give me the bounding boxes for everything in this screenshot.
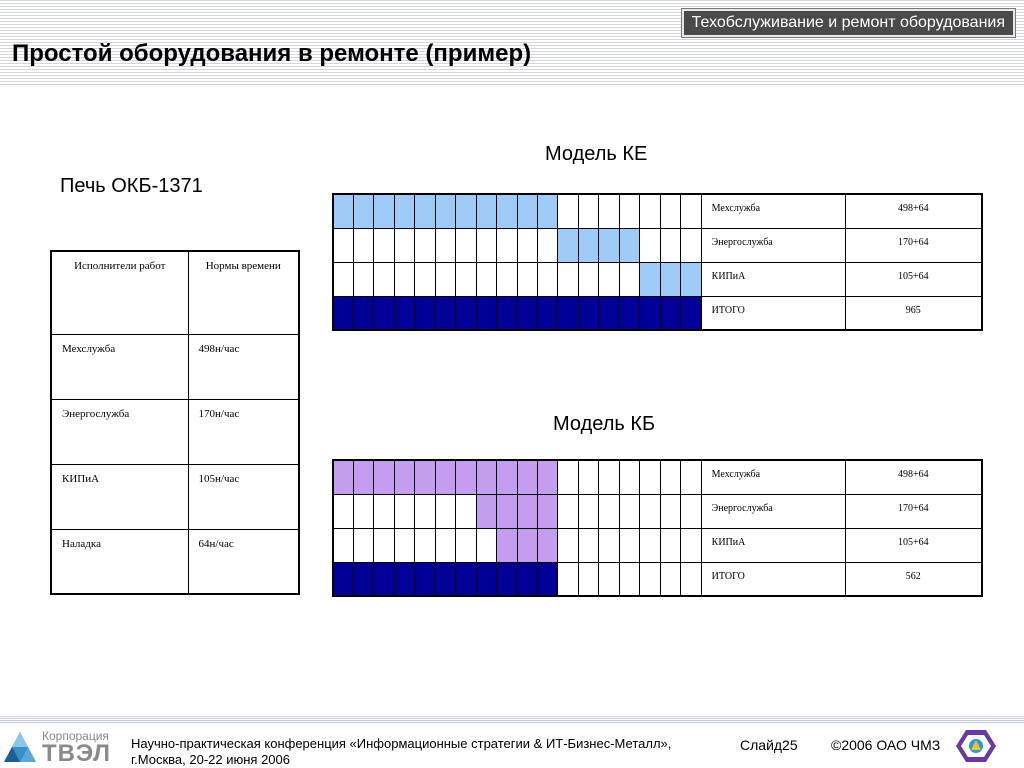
schedule-cell [456, 262, 476, 296]
schedule-cell [435, 228, 455, 262]
page-title: Простой оборудования в ремонте (пример) [12, 40, 532, 67]
schedule-cell [640, 194, 660, 228]
schedule-cell-filled [538, 460, 558, 494]
schedule-cell [333, 262, 353, 296]
schedule-cell-filled [497, 460, 517, 494]
table-row [333, 262, 982, 296]
model-ke-table [332, 193, 983, 331]
schedule-cell-filled [538, 562, 558, 596]
schedule-cell-filled [497, 194, 517, 228]
schedule-cell-filled [394, 194, 414, 228]
hours-value: 105+64 [845, 262, 982, 296]
schedule-cell-filled [517, 528, 537, 562]
schedule-cell-filled [640, 296, 660, 330]
schedule-cell-filled [415, 296, 435, 330]
schedule-cell-filled [435, 296, 455, 330]
schedule-cell [415, 262, 435, 296]
header-executors: Исполнители работ [51, 251, 188, 334]
schedule-cell-filled [456, 296, 476, 330]
schedule-cell-filled [374, 296, 394, 330]
schedule-cell-filled [394, 562, 414, 596]
schedule-cell [415, 228, 435, 262]
schedule-cell [619, 562, 639, 596]
schedule-cell-filled [353, 296, 373, 330]
schedule-cell [619, 460, 639, 494]
schedule-cell [538, 262, 558, 296]
schedule-cell [353, 494, 373, 528]
total-row [333, 562, 982, 596]
hours-value: 498+64 [845, 194, 982, 228]
model-ke-caption: Модель КЕ [545, 143, 648, 165]
schedule-cell [497, 228, 517, 262]
schedule-cell [394, 228, 414, 262]
schedule-cell [456, 494, 476, 528]
tvel-logo-name: ТВЭЛ [42, 740, 111, 767]
schedule-cell-filled [476, 194, 496, 228]
schedule-cell-filled [456, 562, 476, 596]
schedule-cell-filled [333, 562, 353, 596]
schedule-cell [660, 194, 680, 228]
schedule-cell [353, 528, 373, 562]
table-row [333, 228, 982, 262]
schedule-cell [517, 228, 537, 262]
schedule-cell [558, 494, 578, 528]
schedule-cell-filled [578, 228, 598, 262]
schedule-cell [619, 494, 639, 528]
schedule-cell [660, 562, 680, 596]
schedule-cell [599, 460, 619, 494]
table-row [333, 194, 982, 228]
schedule-cell-filled [681, 296, 701, 330]
schedule-cell-filled [538, 528, 558, 562]
schedule-cell-filled [374, 194, 394, 228]
schedule-cell-filled [497, 562, 517, 596]
schedule-cell [599, 494, 619, 528]
table-row [51, 399, 299, 464]
schedule-cell-filled [415, 460, 435, 494]
table-row [51, 529, 299, 594]
schedule-cell [640, 494, 660, 528]
department-label: КИПиА [701, 528, 845, 562]
schedule-cell-filled [599, 296, 619, 330]
norm-cell: 498н/час [188, 334, 299, 399]
table-row [51, 464, 299, 529]
schedule-cell [456, 228, 476, 262]
schedule-cell [415, 494, 435, 528]
section-badge: Техобслуживание и ремонт оборудования [682, 9, 1015, 37]
schedule-cell [599, 262, 619, 296]
norm-cell: 64н/час [188, 529, 299, 594]
schedule-cell [681, 460, 701, 494]
table-row [333, 460, 982, 494]
schedule-cell [476, 528, 496, 562]
table-row [333, 494, 982, 528]
schedule-cell [660, 528, 680, 562]
schedule-cell [619, 262, 639, 296]
schedule-cell-filled [415, 562, 435, 596]
tvel-logo [0, 726, 120, 768]
schedule-cell [578, 194, 598, 228]
footer-divider [0, 716, 1024, 724]
department-label: ИТОГО [701, 562, 845, 596]
schedule-cell [578, 562, 598, 596]
department-label: Мехслужба [701, 460, 845, 494]
schedule-cell-filled [497, 494, 517, 528]
schedule-cell [374, 228, 394, 262]
schedule-cell [374, 262, 394, 296]
schedule-cell [599, 194, 619, 228]
schedule-cell-filled [640, 262, 660, 296]
schedule-cell-filled [353, 562, 373, 596]
schedule-cell-filled [394, 460, 414, 494]
schedule-cell [660, 228, 680, 262]
schedule-cell [599, 528, 619, 562]
tvel-triangle-icon [2, 730, 38, 764]
hours-value: 498+64 [845, 460, 982, 494]
department-label: ИТОГО [701, 296, 845, 330]
schedule-cell [558, 262, 578, 296]
schedule-cell [415, 528, 435, 562]
schedule-cell [435, 262, 455, 296]
schedule-cell-filled [333, 460, 353, 494]
schedule-cell-filled [476, 494, 496, 528]
schedule-cell [374, 528, 394, 562]
schedule-cell [476, 262, 496, 296]
schedule-cell-filled [681, 262, 701, 296]
schedule-cell [394, 494, 414, 528]
schedule-cell-filled [558, 296, 578, 330]
schedule-cell [660, 494, 680, 528]
schedule-cell [640, 562, 660, 596]
schedule-cell [435, 528, 455, 562]
schedule-cell [538, 228, 558, 262]
schedule-cell [681, 194, 701, 228]
schedule-cell-filled [476, 562, 496, 596]
schedule-cell-filled [456, 194, 476, 228]
schedule-cell-filled [353, 194, 373, 228]
schedule-cell-filled [619, 228, 639, 262]
schedule-cell [681, 528, 701, 562]
hours-value: 562 [845, 562, 982, 596]
schedule-cell-filled [538, 494, 558, 528]
schedule-cell [578, 460, 598, 494]
schedule-cell-filled [497, 296, 517, 330]
schedule-cell-filled [333, 194, 353, 228]
schedule-cell-filled [517, 494, 537, 528]
schedule-cell-filled [333, 296, 353, 330]
hours-value: 170+64 [845, 228, 982, 262]
schedule-cell-filled [435, 460, 455, 494]
schedule-cell [394, 528, 414, 562]
schedule-cell [619, 528, 639, 562]
schedule-cell [619, 194, 639, 228]
executor-cell: Наладка [51, 529, 188, 594]
chmz-logo-icon [954, 726, 998, 766]
department-label: Мехслужба [701, 194, 845, 228]
schedule-cell-filled [374, 562, 394, 596]
schedule-cell-filled [517, 562, 537, 596]
schedule-cell [558, 562, 578, 596]
copyright: ©2006 ОАО ЧМЗ [831, 737, 941, 753]
schedule-cell [497, 262, 517, 296]
schedule-cell [333, 528, 353, 562]
norms-table [50, 250, 300, 595]
schedule-cell-filled [660, 262, 680, 296]
schedule-cell [476, 228, 496, 262]
schedule-cell-filled [599, 228, 619, 262]
schedule-cell [578, 262, 598, 296]
schedule-cell [353, 262, 373, 296]
schedule-cell [333, 228, 353, 262]
norm-cell: 105н/час [188, 464, 299, 529]
schedule-cell [435, 494, 455, 528]
schedule-cell-filled [476, 460, 496, 494]
schedule-cell [456, 528, 476, 562]
schedule-cell-filled [374, 460, 394, 494]
hours-value: 965 [845, 296, 982, 330]
schedule-cell [599, 562, 619, 596]
schedule-cell-filled [558, 228, 578, 262]
department-label: Энергослужба [701, 228, 845, 262]
schedule-cell-filled [517, 194, 537, 228]
conference-info [131, 736, 671, 768]
header-time-norms: Нормы времени [188, 251, 299, 334]
model-kb-caption: Модель КБ [553, 413, 656, 435]
furnace-caption: Печь ОКБ-1371 [60, 175, 203, 197]
schedule-cell [353, 228, 373, 262]
schedule-cell [394, 262, 414, 296]
schedule-cell [681, 562, 701, 596]
schedule-cell-filled [517, 296, 537, 330]
norm-cell: 170н/час [188, 399, 299, 464]
schedule-cell-filled [517, 460, 537, 494]
schedule-cell [660, 460, 680, 494]
schedule-cell [333, 494, 353, 528]
schedule-cell [578, 528, 598, 562]
schedule-cell-filled [435, 194, 455, 228]
executor-cell: Мехслужба [51, 334, 188, 399]
norms-table-header [51, 251, 299, 334]
schedule-cell-filled [456, 460, 476, 494]
schedule-cell [558, 194, 578, 228]
tvel-logo-subtitle: Корпорация [42, 729, 109, 743]
schedule-cell-filled [619, 296, 639, 330]
schedule-cell [640, 228, 660, 262]
total-row [333, 296, 982, 330]
schedule-cell-filled [578, 296, 598, 330]
hours-value: 105+64 [845, 528, 982, 562]
schedule-cell-filled [538, 194, 558, 228]
schedule-cell-filled [538, 296, 558, 330]
schedule-cell [578, 494, 598, 528]
schedule-cell-filled [394, 296, 414, 330]
schedule-cell-filled [353, 460, 373, 494]
schedule-cell [640, 528, 660, 562]
hours-value: 170+64 [845, 494, 982, 528]
table-row [333, 528, 982, 562]
schedule-cell-filled [660, 296, 680, 330]
schedule-cell [558, 528, 578, 562]
department-label: КИПиА [701, 262, 845, 296]
department-label: Энергослужба [701, 494, 845, 528]
schedule-cell [681, 494, 701, 528]
conference-line-2: г.Москва, 20-22 июня 2006 [131, 752, 290, 767]
schedule-cell-filled [415, 194, 435, 228]
slide-number: Слайд25 [740, 737, 798, 753]
schedule-cell-filled [497, 528, 517, 562]
conference-line-1: Научно-практическая конференция «Информационные стратегии & ИТ-Бизнес-Металл», [131, 736, 672, 751]
schedule-cell-filled [435, 562, 455, 596]
model-kb-table [332, 459, 983, 597]
executor-cell: КИПиА [51, 464, 188, 529]
schedule-cell [558, 460, 578, 494]
schedule-cell-filled [476, 296, 496, 330]
schedule-cell [517, 262, 537, 296]
executor-cell: Энергослужба [51, 399, 188, 464]
schedule-cell [640, 460, 660, 494]
schedule-cell [681, 228, 701, 262]
schedule-cell [374, 494, 394, 528]
table-row [51, 334, 299, 399]
